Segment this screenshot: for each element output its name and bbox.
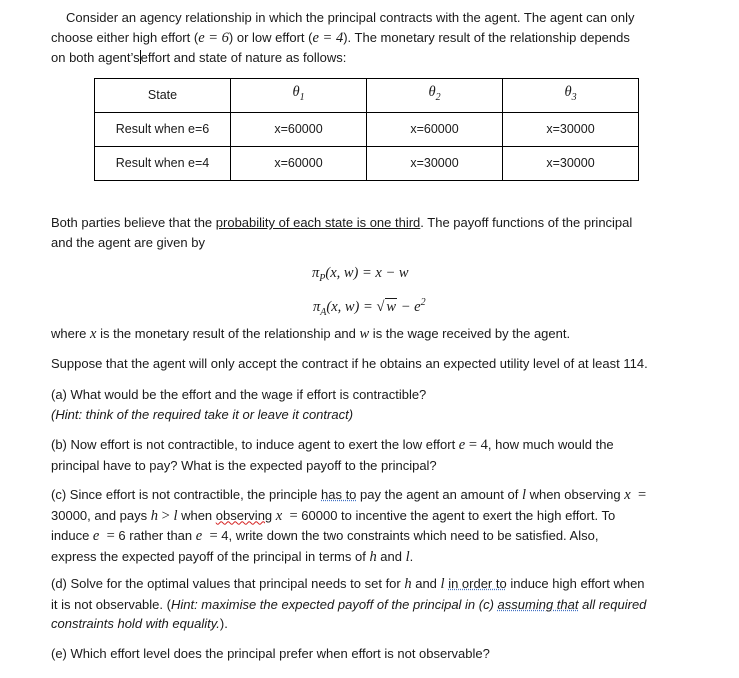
- question-a-hint: (Hint: think of the required take it or leave it contract): [51, 406, 354, 422]
- question-b: [51, 435, 731, 475]
- question-d-line-1: (d) Solve for the optimal values that principal needs to set for h and l in order to induce high effort when: [51, 576, 645, 592]
- table-cell: x=60000: [231, 113, 367, 147]
- table-header-cell: [231, 79, 367, 113]
- assuming-that-dotted: assuming that: [497, 596, 579, 612]
- high-effort-math: e = 6: [198, 29, 229, 46]
- table-cell: x=60000: [231, 147, 367, 181]
- observing-wavy: observing: [215, 507, 273, 523]
- question-d: [51, 574, 739, 634]
- table-cell: x=30000: [503, 113, 639, 147]
- intro-line-2: choose either high effort (e = 6) or low effort (e = 4). The monetary result of the relationship depends: [51, 29, 630, 46]
- table-header-cell: [503, 79, 639, 113]
- in-order-to-dotted: in order to: [448, 576, 507, 591]
- probability-underline: probability of each state is one third: [215, 215, 421, 230]
- table-cell: x=30000: [503, 147, 639, 181]
- principal-payoff-equation: [312, 263, 409, 288]
- question-e: (e) Which effort level does the principal prefer when effort is not observable?: [51, 646, 490, 661]
- low-effort-math: e = 4: [312, 29, 344, 46]
- intro-line-1: Consider an agency relationship in which the principal contracts with the agent. The agent can only: [66, 10, 635, 25]
- question-c-line-2: 30000, and pays h > l when observing x = 60000 to incentive the agent to exert the high effort. To: [51, 507, 616, 524]
- question-a: [51, 385, 691, 424]
- question-d-line-2: it is not observable. (Hint: maximise the expected payoff of the principal in (c) assuming that all required: [51, 596, 647, 612]
- table-header-row: [95, 79, 639, 113]
- question-b-line-2: principal have to pay? What is the expected payoff to the principal?: [51, 457, 437, 473]
- question-d-line-3: constraints hold with equality.).: [51, 616, 228, 631]
- table-cell: Result when e=6: [95, 113, 231, 147]
- intro-line-3: on both agent’seffort and state of nature as follows:: [51, 50, 347, 65]
- principal-payoff-text: $\pi_P(x$, w) = x − w: [312, 265, 409, 284]
- theta-2-label: $\theta_2$: [428, 84, 441, 104]
- suppose-line: Suppose that the agent will only accept the contract if he obtains an expected utility level of at least 114.: [51, 356, 648, 371]
- question-c: [51, 485, 739, 567]
- table-cell: x=60000: [367, 113, 503, 147]
- theta-3-label: $\theta_3$: [564, 84, 577, 104]
- agent-payoff-equation: [313, 293, 426, 322]
- theta-1-label: $\theta_1$: [292, 84, 305, 104]
- where-line: where x is the monetary result of the relationship and w is the wage received by the agent.: [51, 326, 571, 342]
- belief-line-2: and the agent are given by: [51, 234, 205, 250]
- intro-paragraph: [51, 8, 691, 68]
- table-cell: x=30000: [367, 147, 503, 181]
- state-table: [94, 78, 639, 181]
- question-c-line-1: (c) Since effort is not contractible, the principle has to pay the agent an amount of l when observing x =: [51, 487, 647, 503]
- table-header-cell: [367, 79, 503, 113]
- question-a-line: (a) What would be the effort and the wage if effort is contractible?: [51, 387, 427, 402]
- belief-paragraph: [51, 213, 691, 252]
- question-c-line-3: induce e = 6 rather than e = 4, write down the two constraints which need to be satisfied. Also,: [51, 528, 599, 544]
- question-c-line-4: express the expected payoff of the principal in terms of h and l.: [51, 548, 414, 565]
- table-row: [95, 147, 639, 181]
- table-row: [95, 113, 639, 147]
- table-cell: Result when e=4: [95, 147, 231, 181]
- belief-line-1: Both parties believe that the probability of each state is one third. The payoff functions of the principal: [51, 215, 633, 230]
- question-b-line-1: (b) Now effort is not contractible, to induce agent to exert the low effort e = 4, how much would the: [51, 437, 614, 453]
- has-to-dotted: has to: [321, 487, 357, 502]
- table-header-cell: State: [95, 79, 231, 113]
- agent-payoff-text: $\pi_A(x$, w) = √ $w - e^2$: [313, 297, 426, 318]
